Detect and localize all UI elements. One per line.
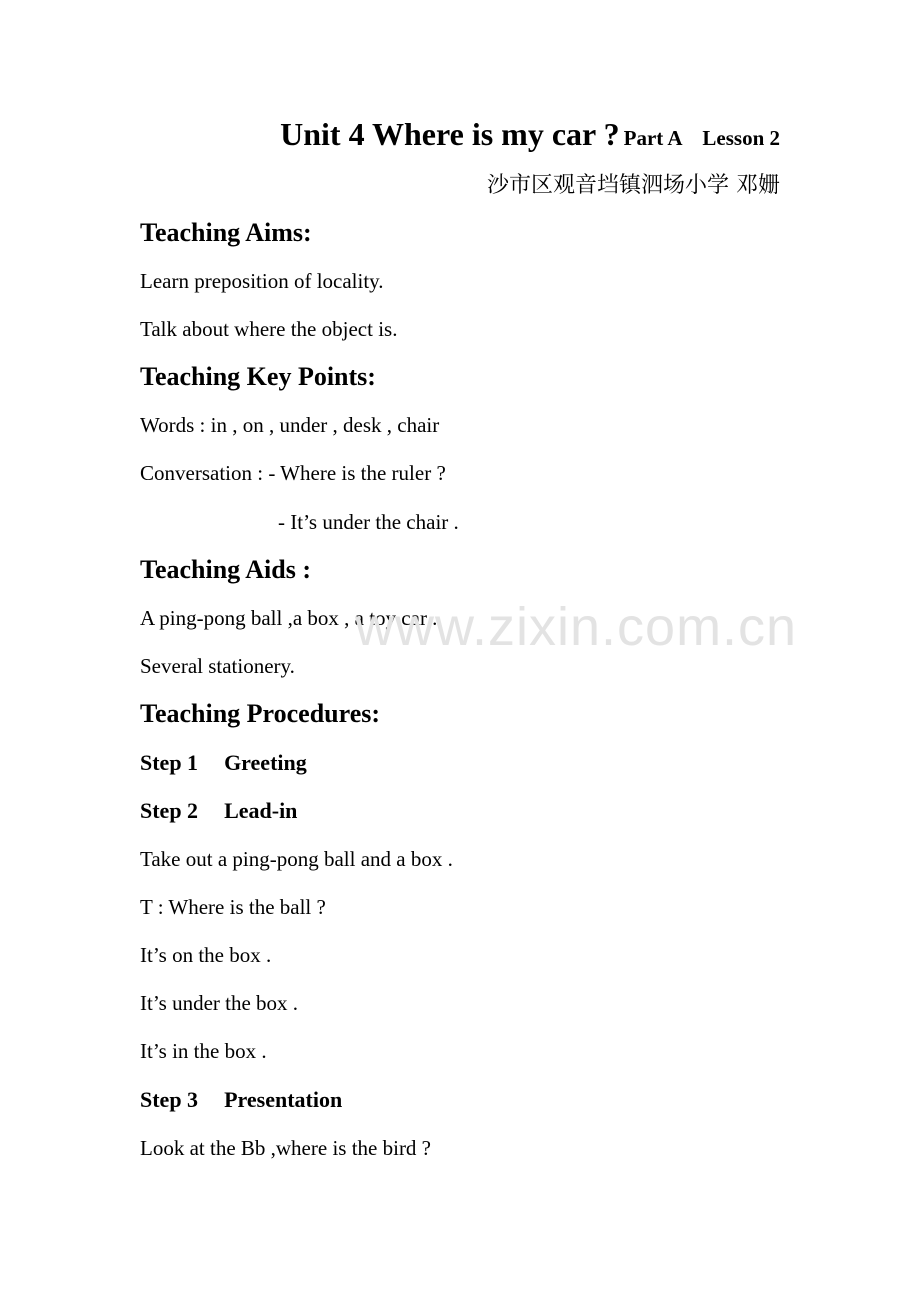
- step-1-heading: [140, 750, 307, 776]
- aims-item: Talk about where the object is.: [140, 317, 398, 341]
- step-2-heading: [140, 798, 297, 824]
- author-line: 沙市区观音垱镇泗场小学 邓姗: [487, 173, 780, 198]
- aids-item: A ping-pong ball ,a box , a toy car .: [140, 606, 438, 630]
- step-2-line: Take out a ping-pong ball and a box .: [140, 847, 453, 871]
- step-number: Step 3: [140, 1087, 199, 1112]
- key-points-conversation-answer: - It’s under the chair .: [278, 510, 459, 534]
- step-name: Lead-in: [224, 798, 298, 823]
- step-number: Step 1: [140, 750, 199, 775]
- document-title: [140, 116, 780, 153]
- aids-heading: Teaching Aids :: [140, 555, 311, 584]
- watermark-text: www.zixin.com.cn: [355, 597, 798, 657]
- aids-item: Several stationery.: [140, 654, 295, 678]
- step-number: Step 2: [140, 798, 199, 823]
- procedures-heading: Teaching Procedures:: [140, 699, 381, 728]
- step-name: Greeting: [224, 750, 307, 775]
- key-points-heading: Teaching Key Points:: [140, 362, 376, 391]
- step-2-line: It’s on the box .: [140, 943, 272, 967]
- title-sub: Part A Lesson 2: [623, 126, 780, 150]
- step-2-line: T : Where is the ball ?: [140, 895, 326, 919]
- key-points-words: Words : in , on , under , desk , chair: [140, 413, 440, 437]
- aims-item: Learn preposition of locality.: [140, 269, 384, 293]
- step-2-line: It’s under the box .: [140, 991, 299, 1015]
- step-3-heading: [140, 1087, 342, 1113]
- title-main: Unit 4 Where is my car ?: [280, 116, 620, 152]
- key-points-conversation-question: Conversation : - Where is the ruler ?: [140, 461, 446, 485]
- step-name: Presentation: [224, 1087, 343, 1112]
- aims-heading: Teaching Aims:: [140, 218, 312, 247]
- step-2-line: It’s in the box .: [140, 1039, 267, 1063]
- step-3-line: Look at the Bb ,where is the bird ?: [140, 1136, 432, 1160]
